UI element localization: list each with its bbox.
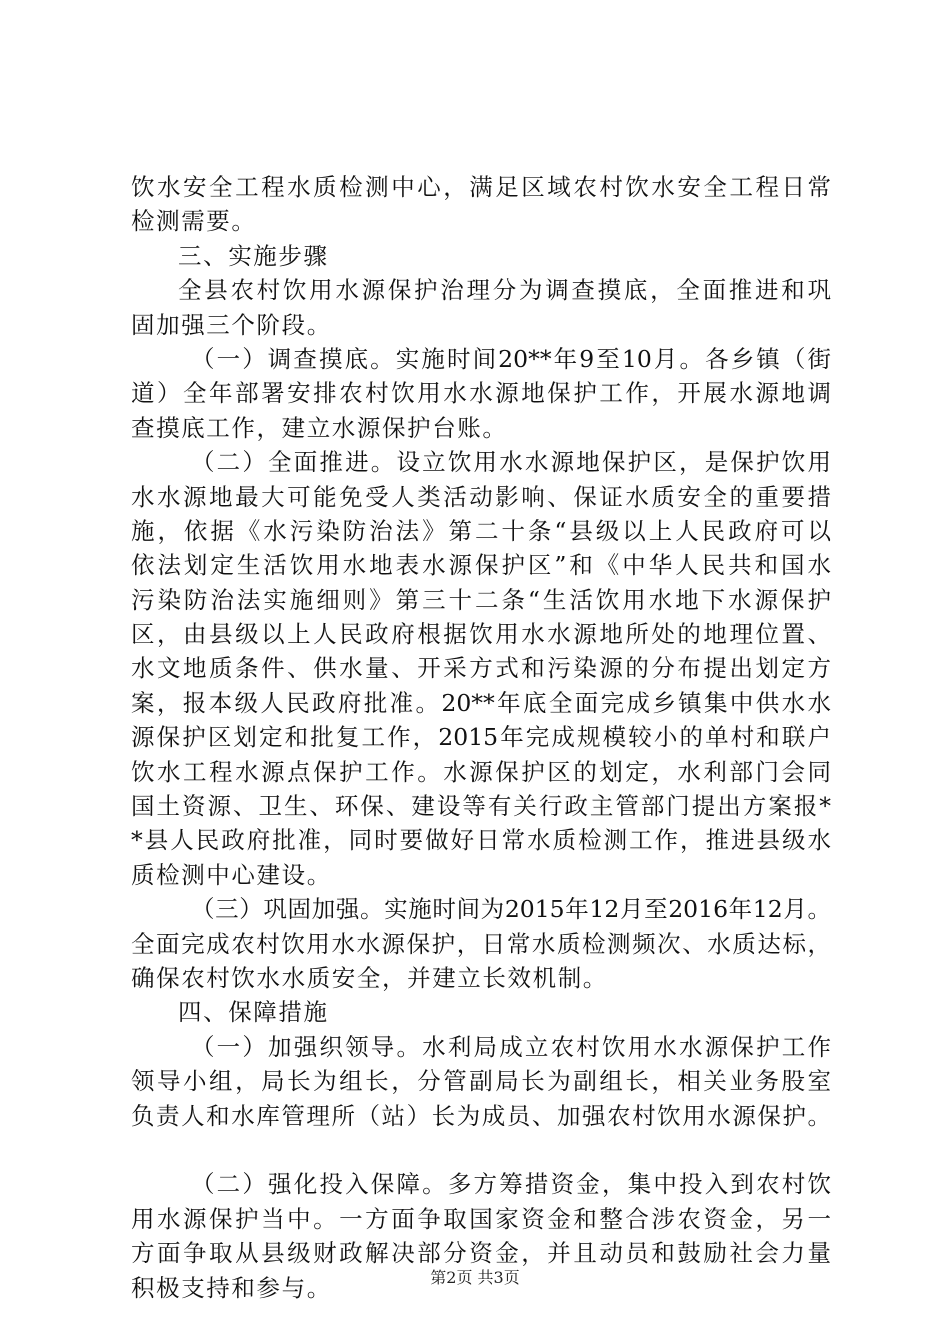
text-line: （一）调查摸底。实施时间20**年9至10月。各乡镇（街: [191, 344, 831, 373]
text-line: 国土资源、卫生、环保、建设等有关行政主管部门提出方案报*: [131, 792, 831, 821]
section-heading: 四、保障措施: [178, 998, 329, 1027]
text-line: 用水源保护当中。一方面争取国家资金和整合涉农资金，另一: [131, 1204, 831, 1233]
text-line: 水水源地最大可能免受人类活动影响、保证水质安全的重要措: [131, 482, 831, 511]
text-line: 方面争取从县级财政解决部分资金，并且动员和鼓励社会力量: [131, 1239, 831, 1268]
text-line: 查摸底工作，建立水源保护台账。: [131, 413, 508, 442]
text-line: 水文地质条件、供水量、开采方式和污染源的分布提出划定方: [131, 654, 831, 683]
text-line: 道）全年部署安排农村饮用水水源地保护工作，开展水源地调: [131, 379, 831, 408]
text-line: 积极支持和参与。: [131, 1273, 332, 1302]
text-line: 全县农村饮用水源保护治理分为调查摸底，全面推进和巩: [178, 276, 831, 305]
text-line: （二）强化投入保障。多方筹措资金，集中投入到农村饮: [191, 1170, 831, 1199]
blank-line: [131, 1133, 831, 1167]
text-line: （一）加强织领导。水利局成立农村饮用水水源保护工作: [191, 1032, 831, 1061]
text-line: 固加强三个阶段。: [131, 310, 332, 339]
text-line: 确保农村饮水水质安全，并建立长效机制。: [131, 963, 608, 992]
text-line: 质检测中心建设。: [131, 860, 332, 889]
text-line: 施，依据《水污染防治法》第二十条“县级以上人民政府可以: [131, 516, 831, 545]
text-line: （三）巩固加强。实施时间为2015年12月至2016年12月。: [191, 895, 831, 924]
text-line: 区，由县级以上人民政府根据饮用水水源地所处的地理位置、: [131, 620, 831, 649]
text-line: 案，报本级人民政府批准。20**年底全面完成乡镇集中供水水: [131, 688, 831, 717]
text-line: *县人民政府批准，同时要做好日常水质检测工作，推进县级水: [131, 826, 831, 855]
text-line: 饮水工程水源点保护工作。水源保护区的划定，水利部门会同: [131, 757, 831, 786]
text-line: 领导小组，局长为组长，分管副局长为副组长，相关业务股室: [131, 1067, 831, 1096]
page-number-footer: 第2页 共3页: [430, 1268, 520, 1287]
text-line: 依法划定生活饮用水地表水源保护区”和《中华人民共和国水: [131, 551, 831, 580]
text-line: 全面完成农村饮用水水源保护，日常水质检测频次、水质达标，: [131, 929, 831, 958]
text-line: 污染防治法实施细则》第三十二条“生活饮用水地下水源保护: [131, 585, 831, 614]
text-line: （二）全面推进。设立饮用水水源地保护区，是保护饮用: [191, 448, 831, 477]
section-heading: 三、实施步骤: [178, 241, 329, 270]
text-line: 源保护区划定和批复工作，2015年完成规模较小的单村和联户: [131, 723, 831, 752]
document-body: [131, 170, 831, 1305]
text-line: 负责人和水库管理所（站）长为成员、加强农村饮用水源保护。: [131, 1101, 831, 1130]
text-line: 饮水安全工程水质检测中心，满足区域农村饮水安全工程日常: [131, 173, 831, 201]
text-line: 检测需要。: [131, 207, 257, 236]
